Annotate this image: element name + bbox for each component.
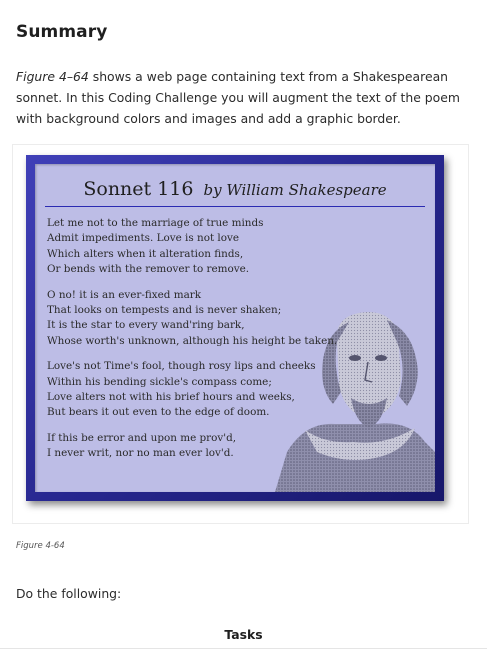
- stanza-2: [47, 288, 347, 350]
- tasks-divider: [0, 648, 487, 649]
- poem-line: Whose worth's unknown, although his height be taken.: [47, 334, 338, 347]
- poem-line: Which alters when it alteration finds,: [47, 247, 244, 260]
- sonnet-header: [45, 178, 425, 207]
- instruction-text: Do the following:: [16, 586, 122, 601]
- poem-line: But bears it out even to the edge of doom.: [47, 406, 270, 419]
- intro-text: shows a web page containing text from a Shakespearean sonnet. In this Coding Challenge you will augment the text of the poem with background colors and images and add a graphic border.: [16, 69, 460, 126]
- poem-line: Love alters not with his brief hours and weeks,: [47, 391, 295, 404]
- poem-line: Admit impediments. Love is not love: [47, 232, 240, 245]
- poem-line: It is the star to every wand'ring bark,: [47, 319, 245, 332]
- summary-heading: Summary: [16, 22, 108, 42]
- sonnet-poem: [47, 216, 347, 472]
- sonnet-author: by William Shakespeare: [203, 181, 387, 199]
- poem-line: That looks on tempests and is never shaken;: [47, 304, 282, 317]
- poem-line: Love's not Time's fool, though rosy lips and cheeks: [47, 360, 316, 373]
- stanza-4: [47, 431, 347, 462]
- poem-line: Or bends with the remover to remove.: [47, 263, 250, 276]
- stanza-1: [47, 216, 347, 278]
- sonnet-page: [35, 164, 435, 492]
- poem-line: Let me not to the marriage of true minds: [47, 217, 264, 229]
- tasks-heading[interactable]: Tasks: [224, 627, 263, 642]
- figure-caption: Figure 4-64: [16, 541, 65, 551]
- summary-intro: [16, 66, 474, 129]
- figure-reference: Figure 4–64: [16, 69, 89, 84]
- stanza-3: [47, 359, 347, 421]
- sonnet-page-border: [26, 155, 444, 501]
- poem-line: O no! it is an ever-fixed mark: [47, 288, 202, 301]
- poem-line: Within his bending sickle's compass come;: [47, 375, 272, 388]
- sonnet-title: Sonnet 116: [83, 178, 194, 200]
- poem-line: I never writ, nor no man ever lov'd.: [47, 447, 234, 460]
- poem-line: If this be error and upon me prov'd,: [47, 431, 237, 444]
